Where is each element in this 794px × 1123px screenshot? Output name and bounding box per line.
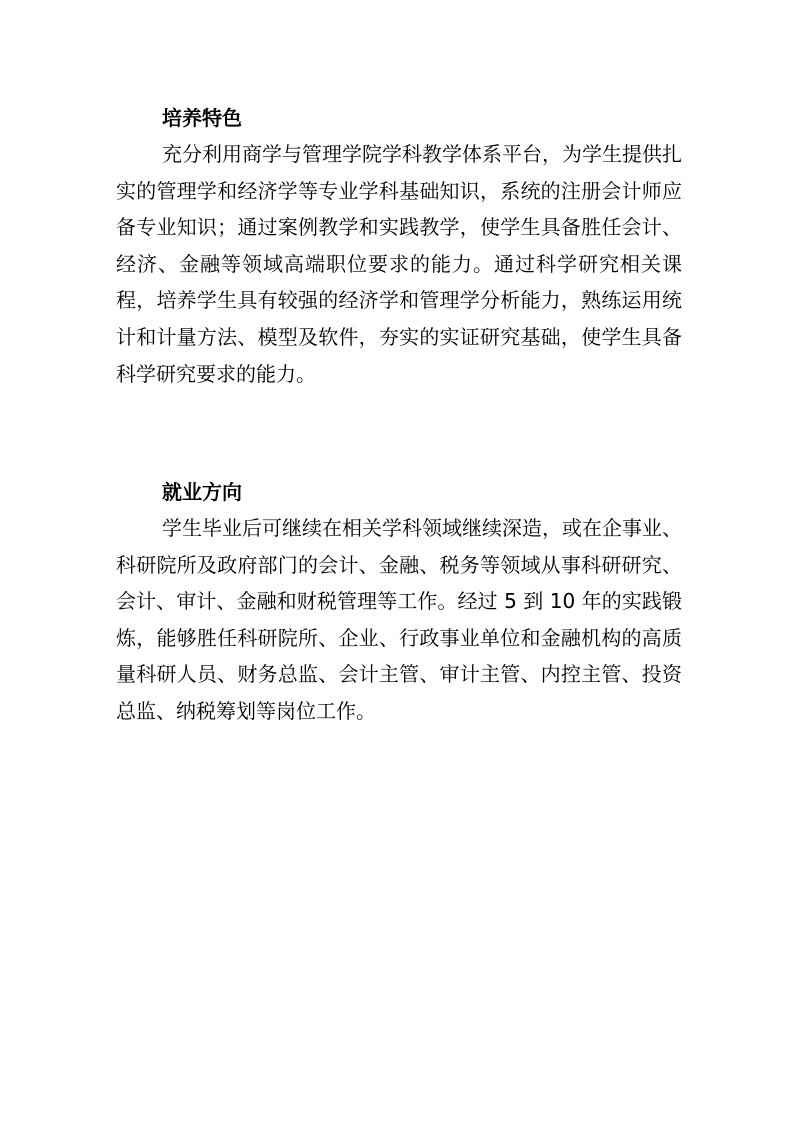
section-body: 学生毕业后可继续在相关学科领域继续深造，或在企事业、科研院所及政府部门的会计、金融、税务等领域从事科研研究、会计、审计、金融和财税管理等工作。经过 5 到 10 年的实践锻炼，能够胜任科研院所、企业、行政事业单位和金融机构的高质量科研人员、财务总监、会计主管、审计主管、内控主管、投资总监、纳税筹划等岗位工作。 [116,516,682,723]
section-heading: 培养特色 [162,106,242,130]
section-training-features [116,100,682,392]
section-body: 充分利用商学与管理学院学科教学体系平台，为学生提供扎实的管理学和经济学等专业学科基础知识，系统的注册会计师应备专业知识；通过案例教学和实践教学，使学生具备胜任会计、经济、金融等领域高端职位要求的能力。通过科学研究相关课程，培养学生具有较强的经济学和管理学分析能力，熟练运用统计和计量方法、模型及软件，夯实的实证研究基础，使学生具备科学研究要求的能力。 [116,142,682,386]
section-heading: 就业方向 [162,480,242,504]
section-career-direction [116,474,682,730]
